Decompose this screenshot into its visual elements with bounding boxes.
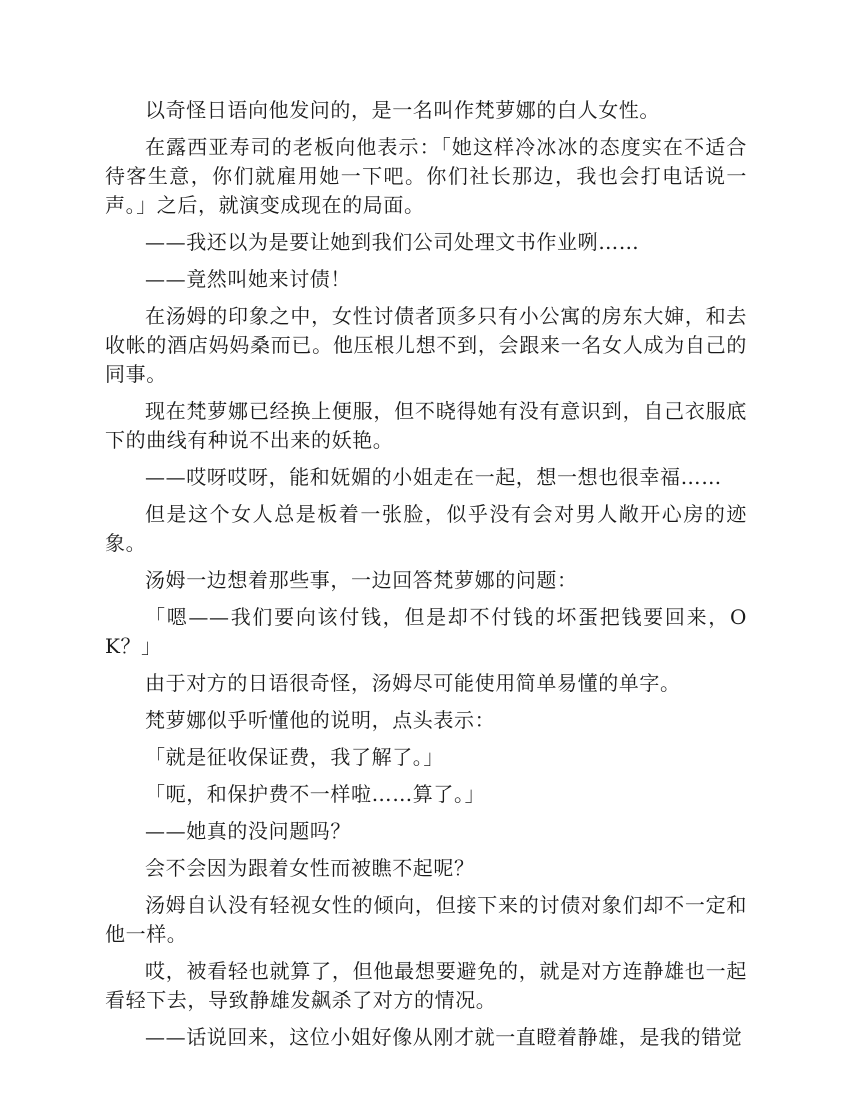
- paragraph-10: 「嗯——我们要向该付钱，但是却不付钱的坏蛋把钱要回来，OK？」: [105, 605, 747, 658]
- paragraph-17: 汤姆自认没有轻视女性的倾向，但接下来的讨债对象们却不一定和他一样。: [105, 893, 747, 946]
- paragraph-9: 汤姆一边想着那些事，一边回答梵萝娜的问题：: [145, 568, 578, 592]
- paragraph-13: 「就是征收保证费，我了解了。」: [145, 745, 444, 769]
- document-page: [105, 96, 747, 1060]
- paragraph-6: 现在梵萝娜已经换上便服，但不晓得她有没有意识到，自己衣服底下的曲线有种说不出来的妖艳。: [105, 399, 747, 452]
- paragraph-11: 由于对方的日语很奇怪，汤姆尽可能使用简单易懂的单字。: [145, 671, 681, 695]
- paragraph-15: ——她真的没问题吗？: [145, 819, 351, 843]
- paragraph-19: ——话说回来，这位小姐好像从刚才就一直瞪着静雄，是我的错觉: [145, 1025, 743, 1049]
- paragraph-14: 「呃，和保护费不一样啦……算了。」: [145, 782, 486, 806]
- paragraph-1: 以奇怪日语向他发问的，是一名叫作梵萝娜的白人女性。: [145, 98, 660, 122]
- paragraph-8: 但是这个女人总是板着一张脸，似乎没有会对男人敞开心房的迹象。: [105, 502, 747, 555]
- paragraph-16: 会不会因为跟着女性而被瞧不起呢？: [145, 856, 475, 880]
- paragraph-7: ——哎呀哎呀，能和妩媚的小姐走在一起，想一想也很幸福……: [145, 465, 722, 489]
- paragraph-18: 哎，被看轻也就算了，但他最想要避免的，就是对方连静雄也一起看轻下去，导致静雄发飙杀了对方的情况。: [105, 959, 747, 1012]
- paragraph-4: ——竟然叫她来讨债！: [145, 267, 351, 291]
- paragraph-5: 在汤姆的印象之中，女性讨债者顶多只有小公寓的房东大婶，和去收帐的酒店妈妈桑而已。他压根儿想不到，会跟来一名女人成为自己的同事。: [105, 304, 747, 386]
- paragraph-2: 在露西亚寿司的老板向他表示：「她这样冷冰冰的态度实在不适合待客生意，你们就雇用她一下吧。你们社长那边，我也会打电话说一声。」之后，就演变成现在的局面。: [105, 135, 747, 217]
- paragraph-12: 梵萝娜似乎听懂他的说明，点头表示：: [145, 708, 496, 732]
- paragraph-3: ——我还以为是要让她到我们公司处理文书作业咧……: [145, 230, 640, 254]
